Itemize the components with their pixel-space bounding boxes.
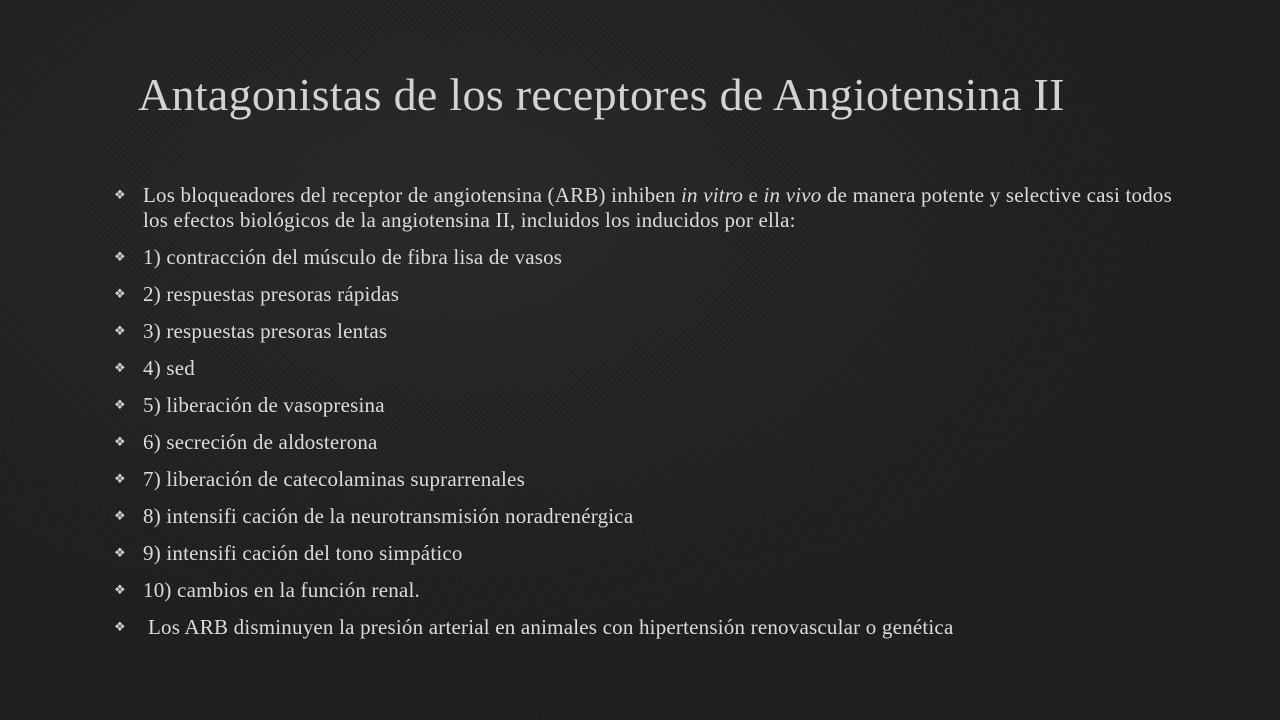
bullet-item bbox=[112, 504, 1182, 529]
intro-text-1: Los bloqueadores del receptor de angiotensina (ARB) inhiben bbox=[143, 183, 682, 207]
bullet-item-text: 6) secreción de aldosterona bbox=[143, 430, 378, 454]
diamond-bullet-icon: ❖ bbox=[114, 287, 126, 302]
bullet-item bbox=[112, 430, 1182, 455]
bullet-item-text: 2) respuestas presoras rápidas bbox=[143, 282, 400, 306]
diamond-bullet-icon: ❖ bbox=[114, 546, 126, 561]
diamond-bullet-icon: ❖ bbox=[114, 324, 126, 339]
intro-text-3: de manera potente y selective casi todos los efectos biológicos de la angiotensina II, incluidos los inducidos por ella: bbox=[143, 183, 1172, 232]
closing-text: Los ARB disminuyen la presión arterial en animales con hipertensión renovascular o genética bbox=[148, 615, 954, 639]
diamond-bullet-icon: ❖ bbox=[114, 435, 126, 450]
bullet-item bbox=[112, 467, 1182, 492]
bullet-list bbox=[112, 183, 1182, 652]
intro-italic-in-vitro: in vitro bbox=[681, 183, 744, 207]
bullet-item-text: 3) respuestas presoras lentas bbox=[143, 319, 388, 343]
intro-text-2: e bbox=[743, 183, 764, 207]
diamond-bullet-icon: ❖ bbox=[114, 250, 126, 265]
bullet-item-text: 1) contracción del músculo de fibra lisa de vasos bbox=[143, 245, 563, 269]
bullet-item-text: 10) cambios en la función renal. bbox=[143, 578, 420, 602]
bullet-item-text: 8) intensifi cación de la neurotransmisión noradrenérgica bbox=[143, 504, 634, 528]
diamond-bullet-icon: ❖ bbox=[114, 509, 126, 524]
bullet-item bbox=[112, 578, 1182, 603]
diamond-bullet-icon: ❖ bbox=[114, 583, 126, 598]
bullet-item bbox=[112, 245, 1182, 270]
bullet-item-text: 5) liberación de vasopresina bbox=[143, 393, 385, 417]
bullet-closing bbox=[112, 615, 1182, 640]
diamond-bullet-icon: ❖ bbox=[114, 361, 126, 376]
bullet-item bbox=[112, 319, 1182, 344]
bullet-item-text: 4) sed bbox=[143, 356, 195, 380]
diamond-bullet-icon: ❖ bbox=[114, 188, 126, 203]
diamond-bullet-icon: ❖ bbox=[114, 620, 126, 635]
bullet-item bbox=[112, 282, 1182, 307]
bullet-item bbox=[112, 356, 1182, 381]
intro-italic-in-vivo: in vivo bbox=[763, 183, 822, 207]
bullet-intro bbox=[112, 183, 1182, 233]
slide-title: Antagonistas de los receptores de Angiotensina II bbox=[138, 69, 1065, 120]
bullet-item bbox=[112, 393, 1182, 418]
diamond-bullet-icon: ❖ bbox=[114, 398, 126, 413]
bullet-item-text: 9) intensifi cación del tono simpático bbox=[143, 541, 463, 565]
diamond-bullet-icon: ❖ bbox=[114, 472, 126, 487]
bullet-item bbox=[112, 541, 1182, 566]
bullet-item-text: 7) liberación de catecolaminas suprarrenales bbox=[143, 467, 525, 491]
